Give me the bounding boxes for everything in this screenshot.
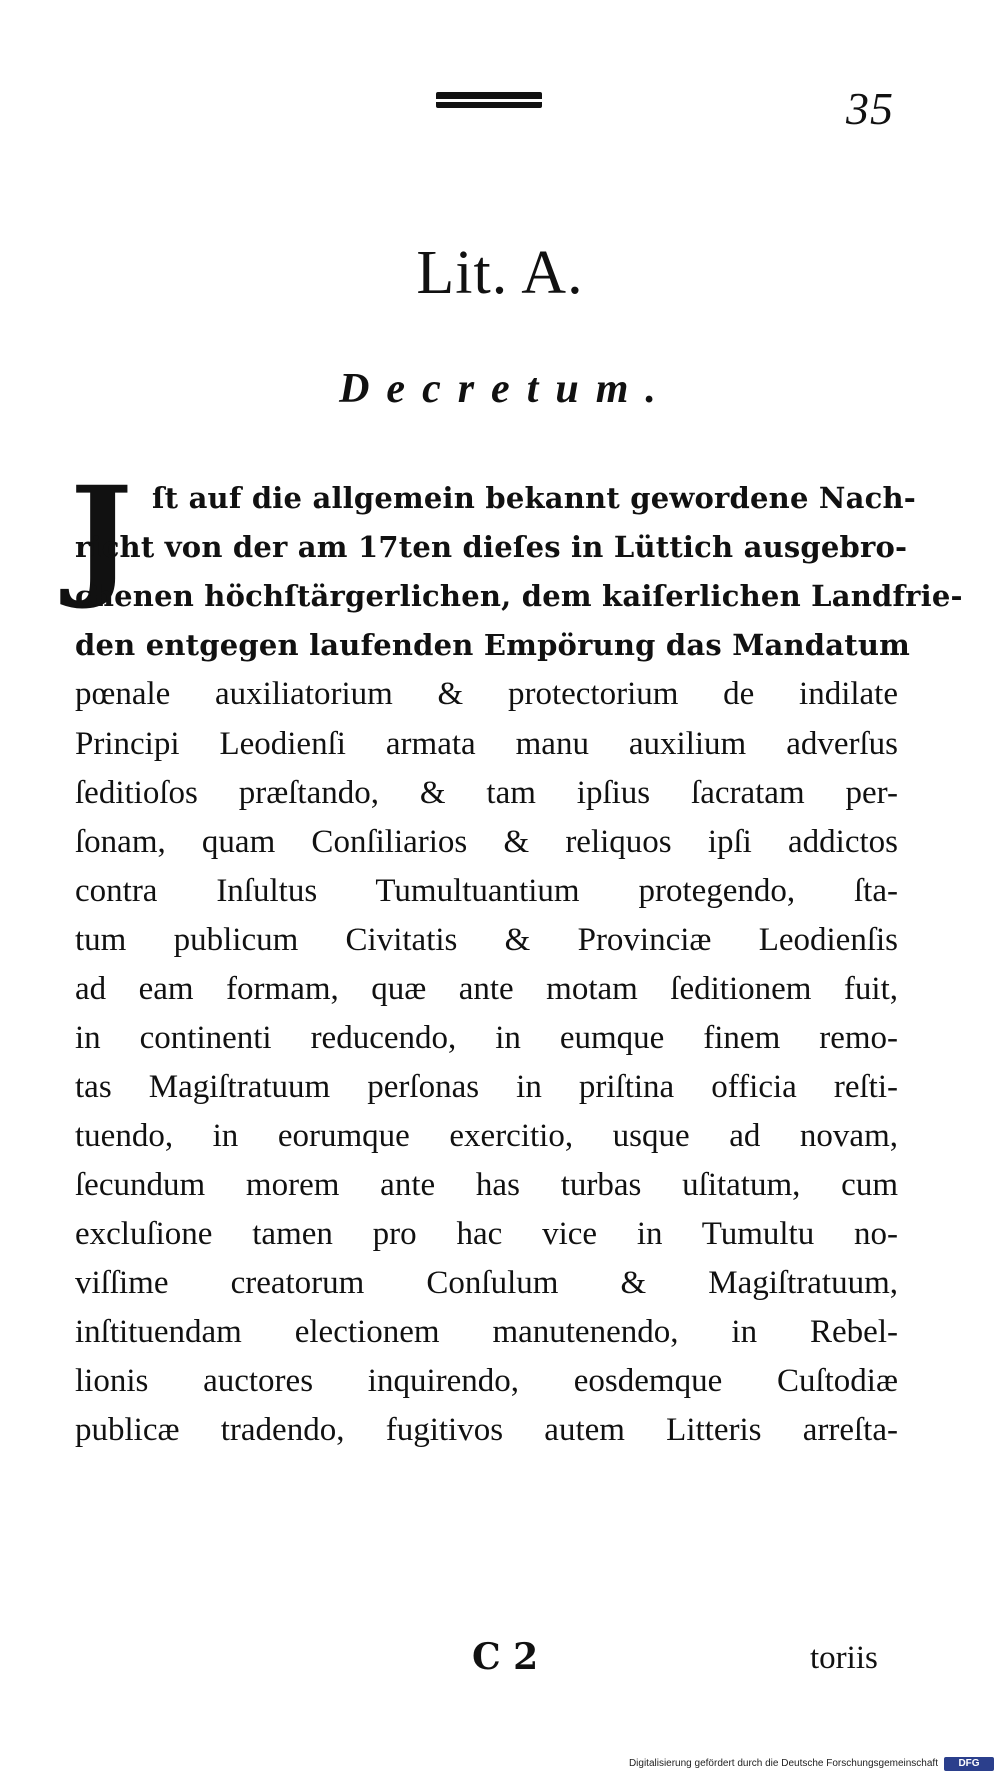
heading-decretum: Decretum.	[339, 366, 673, 412]
body-line: tas Magiſtratuum perſonas in priſtina officia reſti-	[75, 1069, 898, 1105]
body-line: in continenti reducendo, in eumque finem remo-	[75, 1020, 898, 1056]
body-line: den entgegen laufenden Empörung das Mandatum	[75, 628, 911, 662]
body-line: richt von der am 17ten dieſes in Lüttich ausgebro-	[75, 530, 908, 564]
drop-cap: J	[70, 458, 133, 613]
body-line: lionis auctores inquirendo, eosdemque Cuſtodiæ	[75, 1363, 898, 1399]
body-line: excluſione tamen pro hac vice in Tumultu no-	[75, 1216, 898, 1252]
header-ornament-rule	[436, 92, 542, 108]
body-line: ſeditioſos præſtando, & tam ipſius ſacratam per-	[75, 775, 898, 811]
body-line: chenen höchſtärgerlichen, dem kaiſerlichen Landfrie-	[75, 579, 963, 613]
body-line: ad eam formam, quæ ante motam ſeditionem fuit,	[75, 971, 898, 1007]
body-line: contra Inſultus Tumultuantium protegendo, ſta-	[75, 873, 898, 909]
body-line: viſſime creatorum Conſulum & Magiſtratuum,	[75, 1265, 898, 1301]
body-line: ſonam, quam Conſiliarios & reliquos ipſi addictos	[75, 824, 898, 860]
catchword: toriis	[810, 1640, 878, 1676]
digitization-note: Digitalisierung gefördert durch die Deutsche Forschungsgemeinschaft	[628, 1758, 938, 1769]
body-line: tuendo, in eorumque exercitio, usque ad novam,	[75, 1118, 898, 1154]
body-line: pœnale auxiliatorium & protectorium de indilate	[75, 676, 898, 712]
dfg-logo: DFG	[944, 1757, 994, 1771]
body-line: Principi Leodienſi armata manu auxilium adverſus	[75, 726, 898, 762]
body-line: ſt auf die allgemein bekannt gewordene Nach-	[152, 481, 916, 515]
body-line: ſecundum morem ante has turbas uſitatum, cum	[75, 1167, 898, 1203]
signature-mark: C 2	[472, 1636, 539, 1678]
body-line: publicæ tradendo, fugitivos autem Litteris arreſta-	[75, 1412, 898, 1448]
heading-lit: Lit. A.	[416, 239, 584, 307]
body-line: tum publicum Civitatis & Provinciæ Leodienſis	[75, 922, 898, 958]
body-line: inſtituendam electionem manutenendo, in Rebel-	[75, 1314, 898, 1350]
page-number: 35	[846, 83, 894, 134]
